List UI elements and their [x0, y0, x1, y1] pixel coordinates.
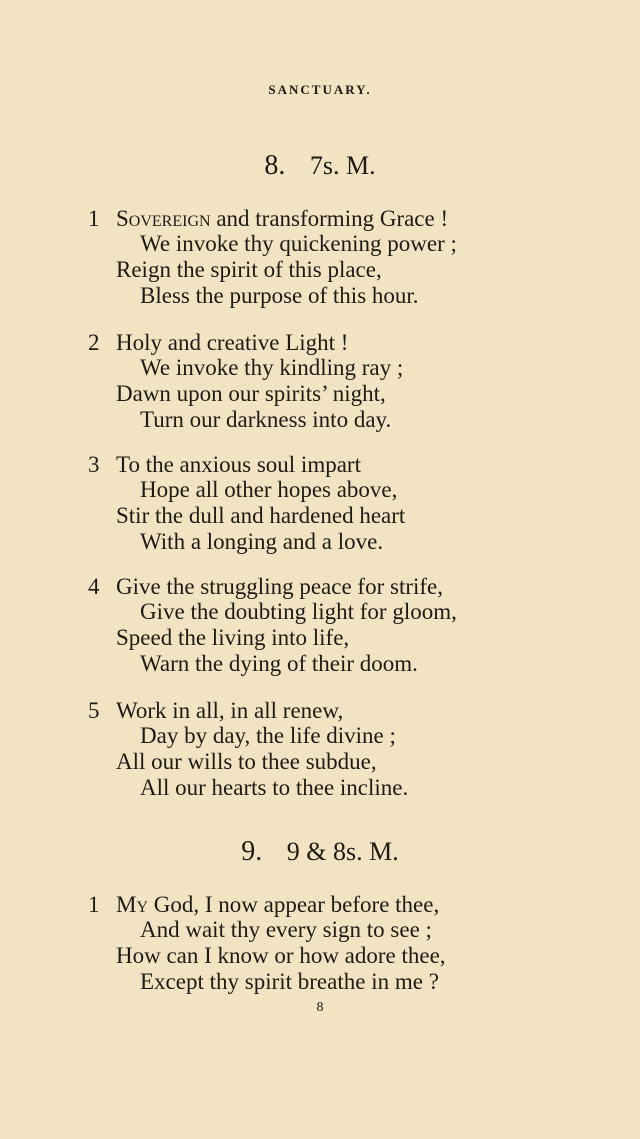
verse-line [116, 892, 439, 918]
verse-line: To the anxious soul impart [116, 452, 361, 477]
page-number: 8 [316, 1000, 324, 1015]
hymn-heading [0, 836, 640, 868]
verse-line: Give the doubting light for gloom, [140, 599, 457, 624]
verse-line: Stir the dull and hardened heart [116, 503, 406, 528]
running-head: SANCTUARY. [268, 82, 372, 97]
verse-line [116, 206, 448, 232]
verse-line: Speed the living into life, [116, 625, 350, 650]
verse-number: 5 [88, 698, 100, 723]
verse-line: All our hearts to thee incline. [140, 775, 409, 800]
verse-line: We invoke thy kindling ray ; [140, 355, 404, 380]
verse-number: 3 [88, 452, 100, 477]
verse-number: 2 [88, 330, 100, 355]
verse-line: Dawn upon our spirits’ night, [116, 381, 386, 406]
hymn-number: 8. [264, 150, 286, 181]
verse-line: We invoke thy quickening power ; [140, 231, 457, 256]
verse-number: 1 [88, 206, 100, 231]
verse-line: Give the struggling peace for strife, [116, 574, 443, 599]
verse-line-initial: My [116, 892, 149, 917]
verse-line: Hope all other hopes above, [140, 477, 398, 502]
verse-number: 4 [88, 574, 100, 599]
verse-line-rest: God, I now appear before thee, [148, 892, 440, 917]
verse-line: Bless the purpose of this hour. [140, 283, 419, 308]
hymn-meter: 9 & 8s. M. [286, 837, 399, 866]
verse-line: How can I know or how adore thee, [116, 943, 446, 968]
verse-line: Holy and creative Light ! [116, 330, 349, 355]
hymn-number: 9. [241, 836, 263, 867]
verse-line: Warn the dying of their doom. [140, 651, 418, 676]
verse-number: 1 [88, 892, 100, 917]
verse-line: Work in all, in all renew, [116, 698, 344, 723]
verse-line: All our wills to thee subdue, [116, 749, 377, 774]
verse-line: Turn our darkness into day. [140, 407, 392, 432]
verse-line: And wait thy every sign to see ; [140, 917, 432, 942]
verse-line-rest: and transforming Grace ! [210, 206, 449, 231]
hymn-heading [0, 150, 640, 182]
verse-line: Except thy spirit breathe in me ? [140, 969, 439, 994]
hymn-meter: 7s. M. [309, 151, 376, 180]
verse-line-initial: Sovereign [116, 206, 211, 231]
verse-line: Day by day, the life divine ; [140, 723, 396, 748]
verse-line: With a longing and a love. [140, 529, 384, 554]
verse-line: Reign the spirit of this place, [116, 257, 382, 282]
